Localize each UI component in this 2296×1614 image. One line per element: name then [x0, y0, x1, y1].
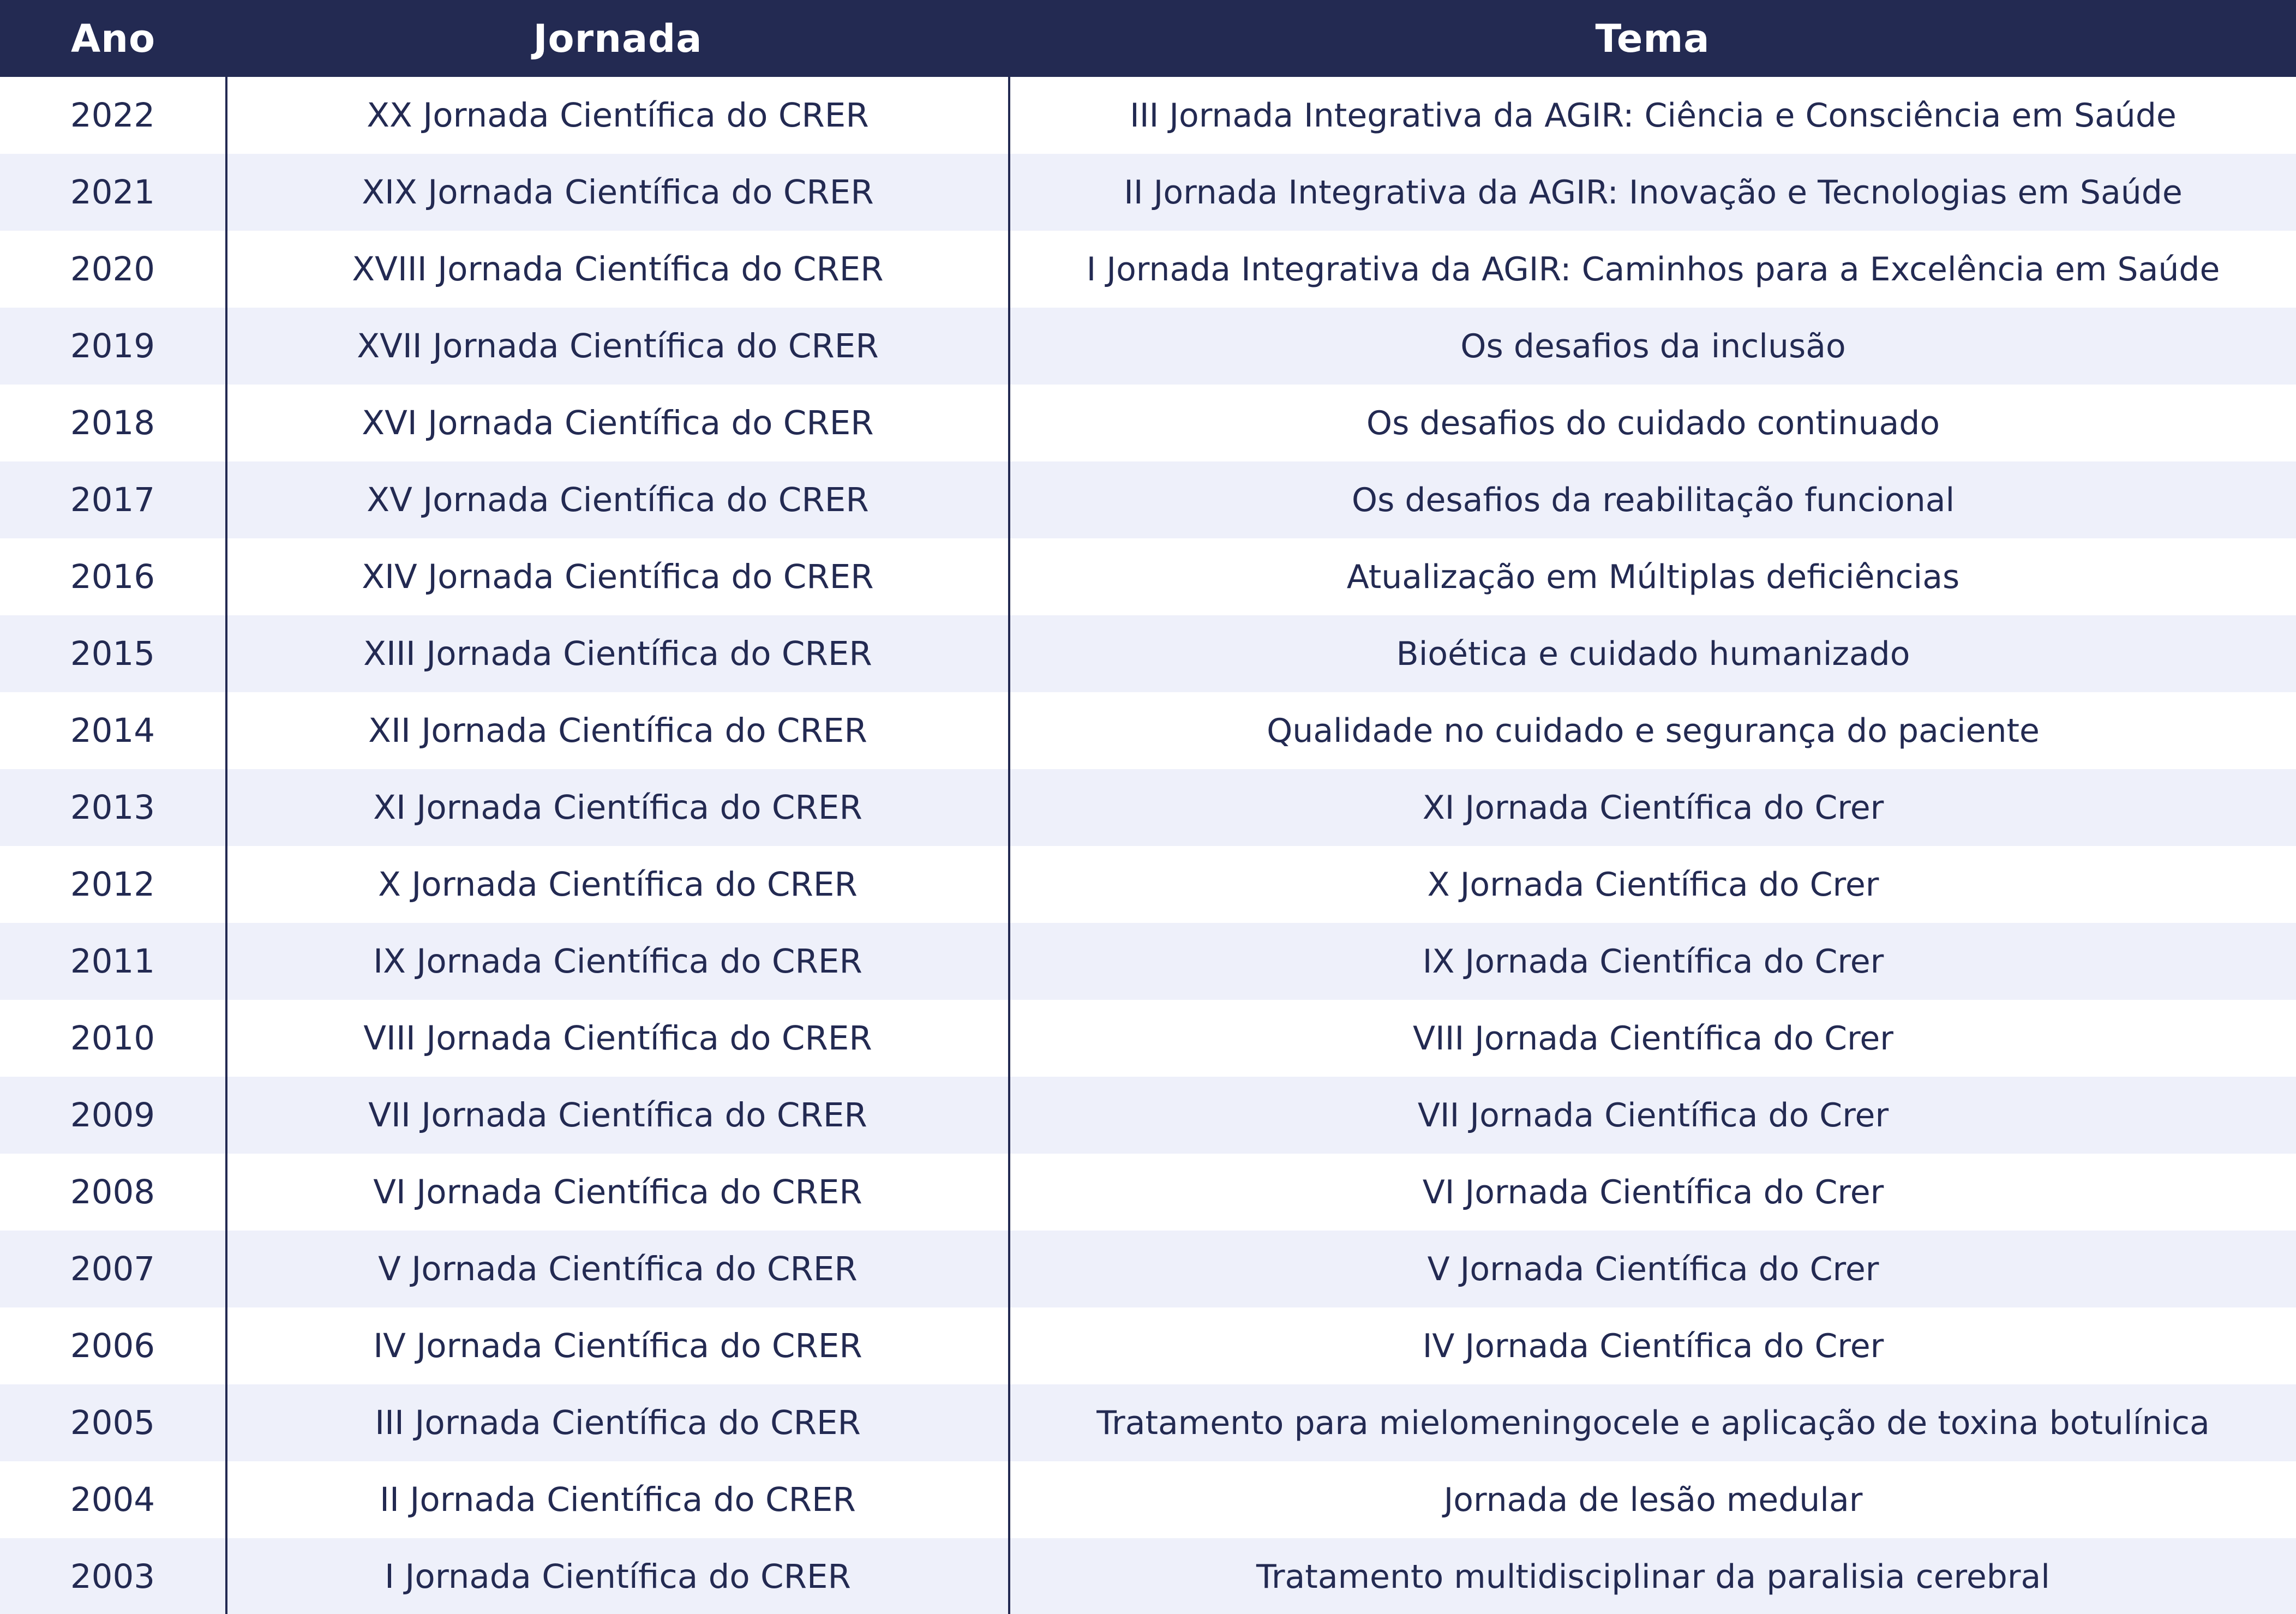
table-row: [0, 231, 2296, 308]
table-row: [0, 846, 2296, 923]
header-ano: Ano: [70, 16, 156, 61]
cell-ano: 2016: [0, 538, 226, 615]
cell-tema: Atualização em Múltiplas deficiências: [1346, 557, 1960, 596]
cell-tema: X Jornada Científica do Crer: [1427, 865, 1879, 904]
cell-ano: 2011: [0, 923, 226, 1000]
cell-ano: 2017: [0, 461, 226, 538]
cell-tema: III Jornada Integrativa da AGIR: Ciência e Consciência em Saúde: [1130, 96, 2177, 135]
table-row: [0, 538, 2296, 615]
cell-jornada: XVIII Jornada Científica do CRER: [226, 231, 1009, 308]
cell-jornada: XIX Jornada Científica do CRER: [226, 154, 1009, 231]
table-row: [0, 308, 2296, 385]
header-jornada: Jornada: [533, 16, 703, 61]
table-row: [0, 461, 2296, 538]
cell-tema: Os desafios da inclusão: [1460, 327, 1846, 365]
header-row: [0, 0, 2296, 77]
cell-jornada: III Jornada Científica do CRER: [226, 1384, 1009, 1461]
table-row: [0, 1538, 2296, 1614]
cell-ano: 2008: [0, 1154, 226, 1231]
cell-jornada: II Jornada Científica do CRER: [226, 1461, 1009, 1538]
cell-jornada: IX Jornada Científica do CRER: [226, 923, 1009, 1000]
cell-tema: VIII Jornada Científica do Crer: [1413, 1019, 1893, 1058]
cell-tema: Jornada de lesão medular: [1443, 1480, 1863, 1519]
cell-jornada: VI Jornada Científica do CRER: [226, 1154, 1009, 1231]
cell-tema: IX Jornada Científica do Crer: [1422, 942, 1884, 981]
cell-ano: 2021: [0, 154, 226, 231]
cell-jornada: I Jornada Científica do CRER: [226, 1538, 1009, 1614]
cell-tema: Bioética e cuidado humanizado: [1396, 634, 1910, 673]
cell-tema: Os desafios do cuidado continuado: [1366, 404, 1940, 442]
cell-ano: 2010: [0, 1000, 226, 1077]
cell-ano: 2005: [0, 1384, 226, 1461]
cell-tema: Tratamento para mielomeningocele e aplicação de toxina botulínica: [1096, 1403, 2210, 1442]
cell-jornada: XVII Jornada Científica do CRER: [226, 308, 1009, 385]
cell-jornada: X Jornada Científica do CRER: [226, 846, 1009, 923]
cell-tema: II Jornada Integrativa da AGIR: Inovação e Tecnologias em Saúde: [1124, 173, 2183, 212]
cell-ano: 2003: [0, 1538, 226, 1614]
cell-jornada: V Jornada Científica do CRER: [226, 1231, 1009, 1307]
cell-jornada: XI Jornada Científica do CRER: [226, 769, 1009, 846]
cell-jornada: XX Jornada Científica do CRER: [226, 77, 1009, 154]
cell-ano: 2012: [0, 846, 226, 923]
table-row: [0, 77, 2296, 154]
table-row: [0, 385, 2296, 461]
cell-tema: Tratamento multidisciplinar da paralisia cerebral: [1256, 1557, 2050, 1596]
table-row: [0, 1231, 2296, 1307]
table-row: [0, 769, 2296, 846]
table-header: [0, 0, 2296, 77]
cell-ano: 2013: [0, 769, 226, 846]
cell-ano: 2020: [0, 231, 226, 308]
cell-tema: Qualidade no cuidado e segurança do paciente: [1267, 711, 2040, 750]
table-row: [0, 1307, 2296, 1384]
cell-jornada: XIII Jornada Científica do CRER: [226, 615, 1009, 692]
cell-tema: XI Jornada Científica do Crer: [1422, 788, 1884, 827]
cell-jornada: XVI Jornada Científica do CRER: [226, 385, 1009, 461]
cell-jornada: IV Jornada Científica do CRER: [226, 1307, 1009, 1384]
table-row: [0, 1384, 2296, 1461]
cell-ano: 2015: [0, 615, 226, 692]
cell-ano: 2006: [0, 1307, 226, 1384]
cell-ano: 2007: [0, 1231, 226, 1307]
cell-ano: 2022: [0, 77, 226, 154]
table-row: [0, 923, 2296, 1000]
cell-ano: 2009: [0, 1077, 226, 1154]
cell-jornada: XV Jornada Científica do CRER: [226, 461, 1009, 538]
cell-ano: 2014: [0, 692, 226, 769]
cell-jornada: XIV Jornada Científica do CRER: [226, 538, 1009, 615]
table-body: [0, 77, 2296, 1614]
table-row: [0, 615, 2296, 692]
table-row: [0, 692, 2296, 769]
cell-jornada: VIII Jornada Científica do CRER: [226, 1000, 1009, 1077]
cell-tema: V Jornada Científica do Crer: [1427, 1250, 1879, 1288]
cell-tema: VII Jornada Científica do Crer: [1417, 1096, 1889, 1135]
table-row: [0, 154, 2296, 231]
table-row: [0, 1154, 2296, 1231]
cell-tema: VI Jornada Científica do Crer: [1422, 1173, 1884, 1211]
cell-tema: I Jornada Integrativa da AGIR: Caminhos para a Excelência em Saúde: [1086, 250, 2220, 289]
cell-ano: 2004: [0, 1461, 226, 1538]
header-tema: Tema: [1595, 16, 1710, 61]
cell-tema: IV Jornada Científica do Crer: [1422, 1327, 1884, 1365]
table-row: [0, 1000, 2296, 1077]
cell-tema: Os desafios da reabilitação funcional: [1351, 481, 1955, 519]
cell-ano: 2018: [0, 385, 226, 461]
cell-ano: 2019: [0, 308, 226, 385]
table-row: [0, 1077, 2296, 1154]
cell-jornada: VII Jornada Científica do CRER: [226, 1077, 1009, 1154]
table-row: [0, 1461, 2296, 1538]
cell-jornada: XII Jornada Científica do CRER: [226, 692, 1009, 769]
